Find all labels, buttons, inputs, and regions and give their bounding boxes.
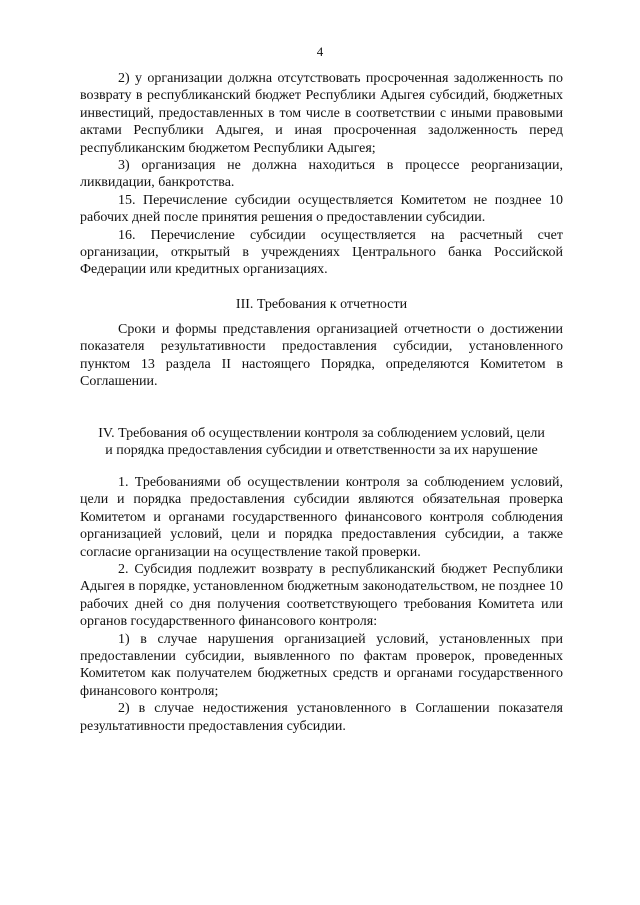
text-block-conditions <box>80 70 563 279</box>
section-3-body <box>80 321 563 391</box>
section-4-title-line-2: и порядка предоставления субсидии и ответственности за их нарушение <box>105 443 538 459</box>
paragraph: 3) организация не должна находиться в процессе реорганизации, ликвидации, банкротства. <box>80 158 563 191</box>
paragraph: 16. Перечисление субсидии осуществляется на расчетный счет организации, открытый в учреждениях Центрального банка Российской Федерации или кредитных организациях. <box>80 227 563 278</box>
paragraph: 15. Перечисление субсидии осуществляется Комитетом не позднее 10 рабочих дней после принятия решения о предоставлении субсидии. <box>80 192 563 226</box>
paragraph: 2. Субсидия подлежит возврату в республиканский бюджет Республики Адыгея в порядке, установленном бюджетным законодательством, не позднее 10 рабочих дней со дня получения соответствующего требования Комитета или органов государственного финансового контроля: <box>80 562 563 630</box>
section-3-title: III. Требования к отчетности <box>235 297 408 312</box>
section-4-title <box>80 425 563 460</box>
page-number: 4 <box>316 44 324 59</box>
paragraph: 1) в случае нарушения организацией условий, установленных при предоставлении субсидии, выявленного по фактам проверок, проведенных Комитетом как получателем бюджетных средств и органами государственного финансового контроля; <box>80 631 563 699</box>
paragraph: Сроки и формы представления организацией отчетности о достижении показателя результативности предоставления субсидии, установленного пунктом 13 раздела II настоящего Порядка, определяются Комитетом в Соглашении. <box>80 322 563 390</box>
paragraph: 2) у организации должна отсутствовать просроченная задолженность по возврату в республиканский бюджет Республики Адыгея субсидий, бюджетных инвестиций, предоставленных в том числе в соответствии с иными правовыми актами Республики Адыгея, и иная просроченная задолженность перед республиканским бюджетом Республики Адыгея; <box>80 71 563 156</box>
section-4-body <box>80 474 563 735</box>
paragraph: 2) в случае недостижения установленного в Соглашении показателя результативности предоставления субсидии. <box>80 701 563 734</box>
paragraph: 1. Требованиями об осуществлении контроля за соблюдением условий, цели и порядка предоставления субсидии являются обязательная проверка Комитетом и органами государственного финансового контроля соблюдения организацией условий, цели и порядка предоставления субсидии, а также согласие организации на осуществление такой проверки. <box>80 475 563 560</box>
section-4-title-line-1: IV. Требования об осуществлении контроля за соблюдением условий, цели <box>98 426 545 441</box>
